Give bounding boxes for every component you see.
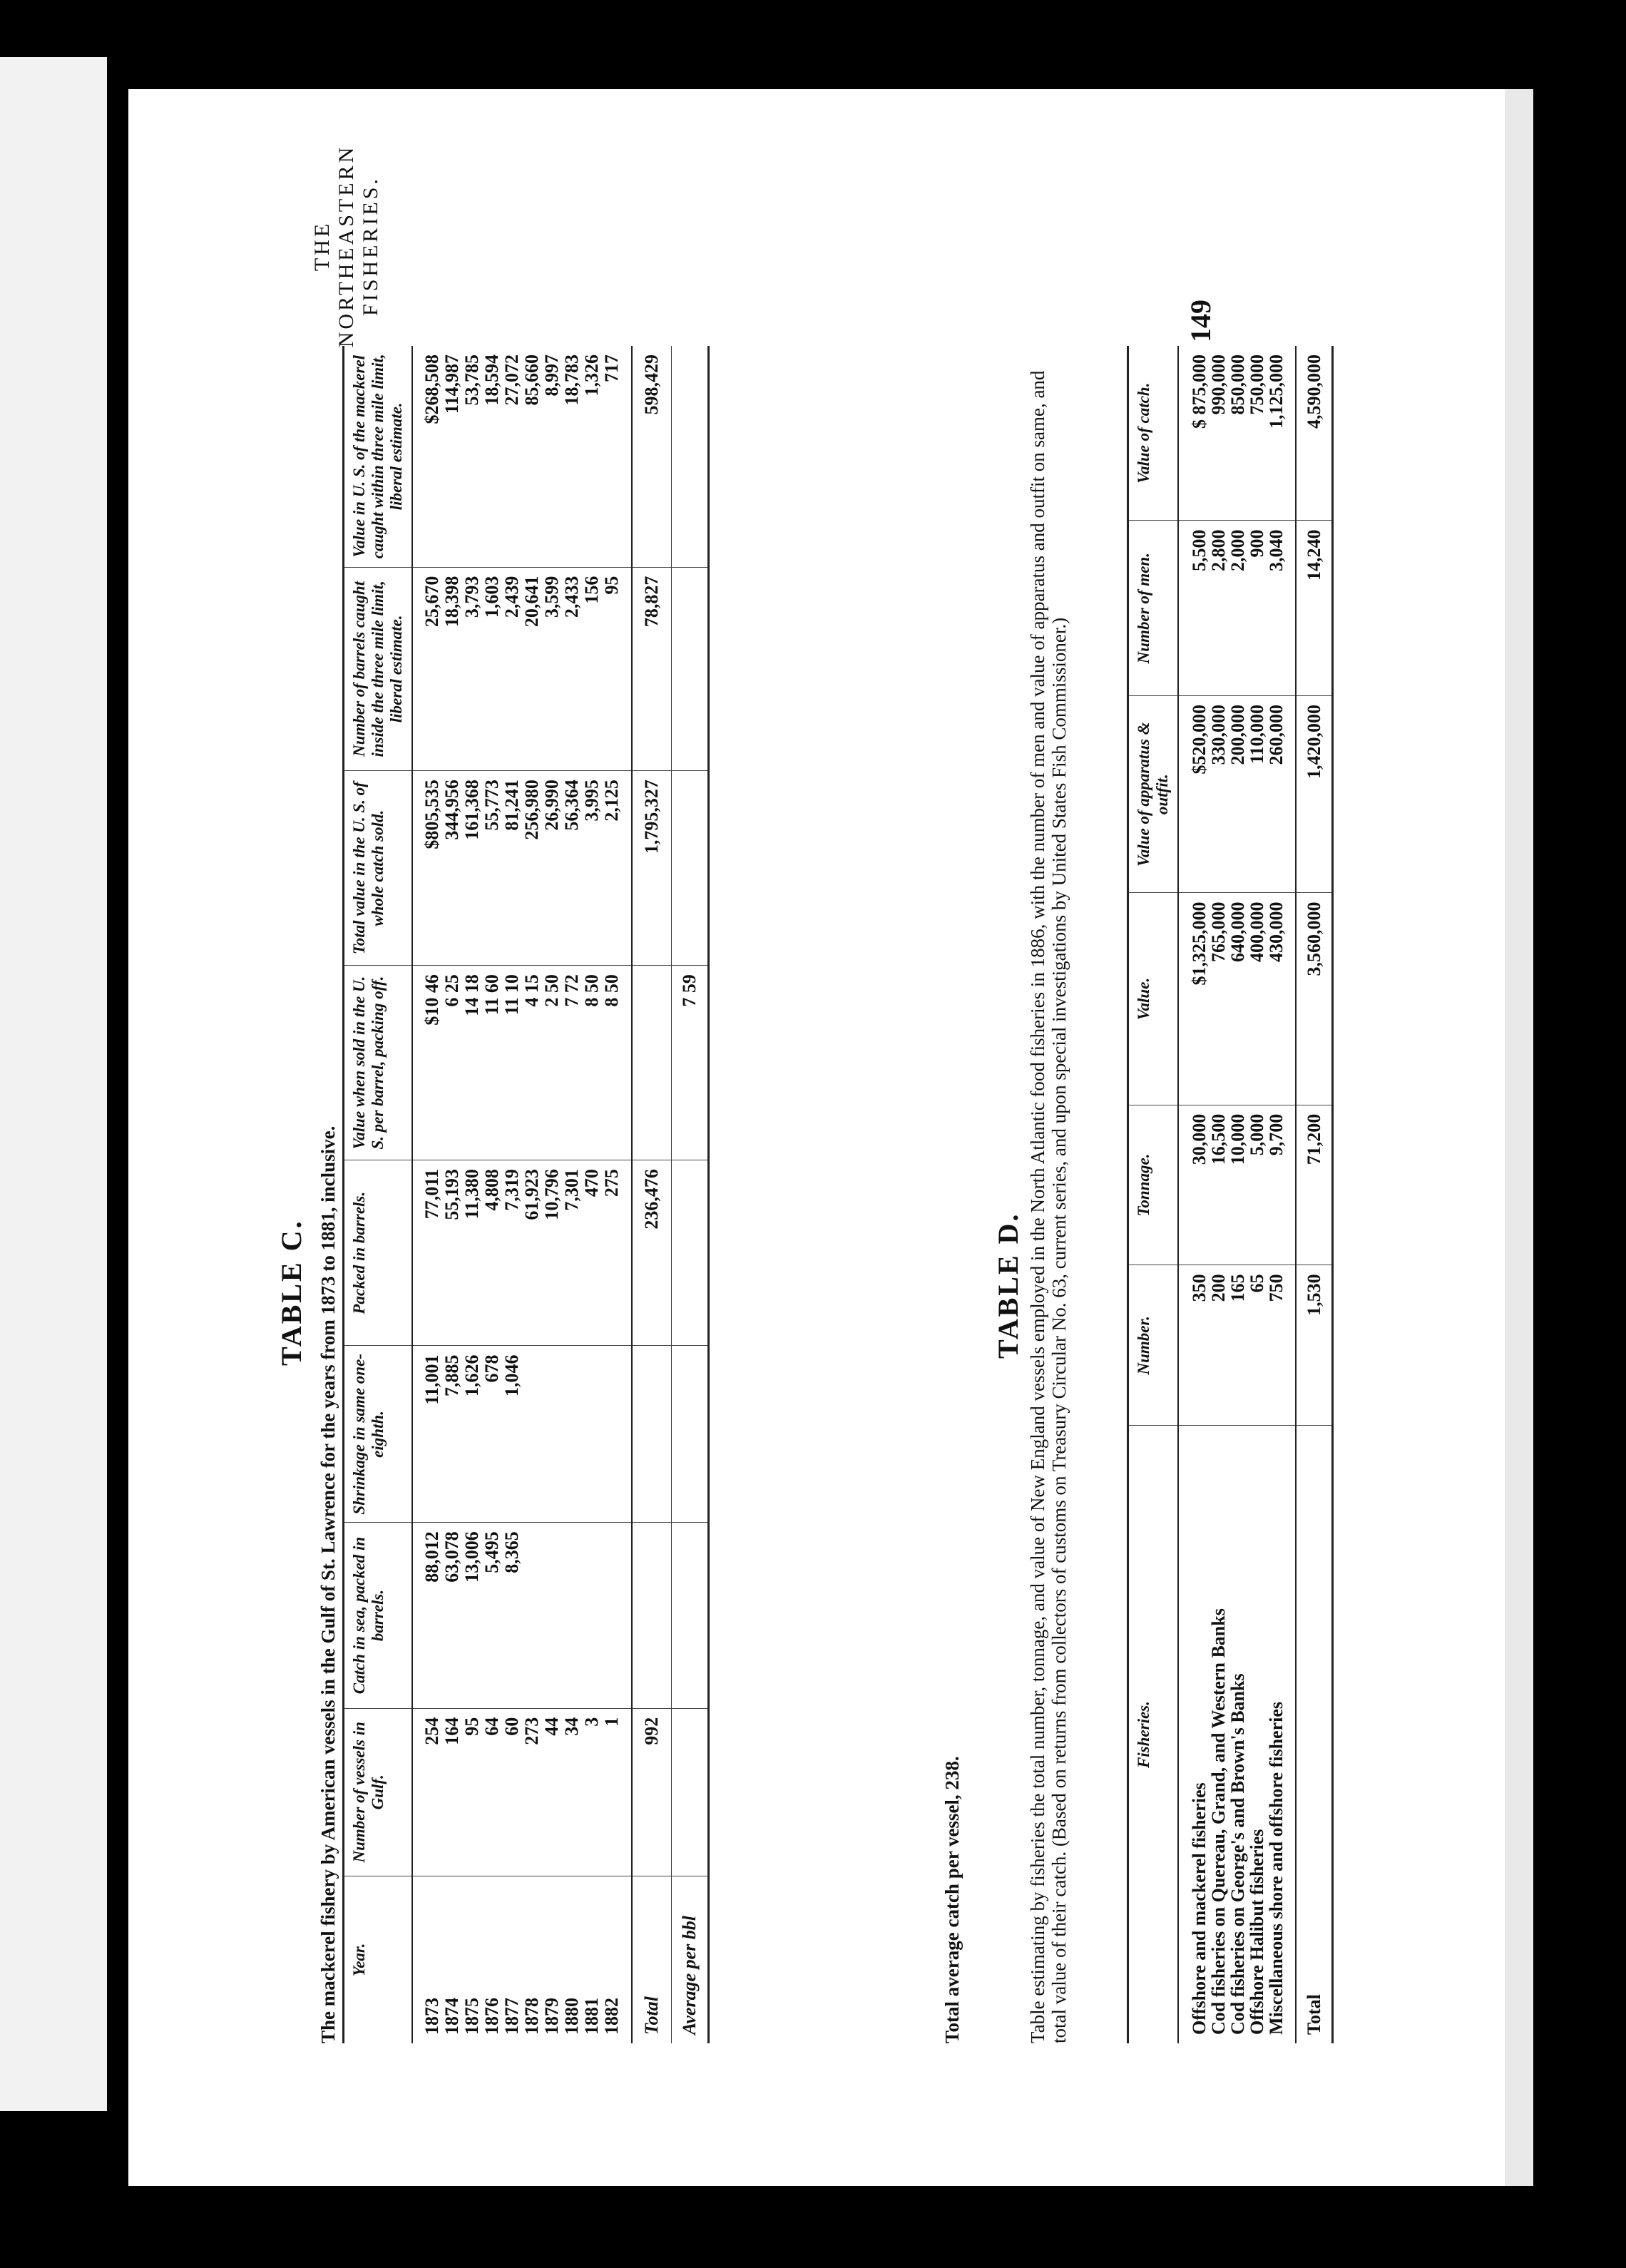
table-cell: 275 [602,1160,632,1346]
table-cell: 13,006 [462,1523,482,1708]
facing-page-edge [0,57,107,2111]
table-cell: 81,241 [502,771,522,966]
table-cell: 3,560,000 [1296,893,1333,1105]
table-row [442,346,462,2043]
table-cell: 5,495 [482,1523,502,1708]
table-cell [632,966,672,1160]
table-cell: 7 72 [562,966,582,1160]
table-cell: 200,000 [1228,695,1247,893]
table-cell [672,1160,709,1346]
table-average-row [672,346,709,2043]
table-cell: 750,000 [1247,346,1267,521]
table-cell: 7,319 [502,1160,522,1346]
table-cell [582,1346,602,1523]
table-row [582,346,602,2043]
table-cell: 10,000 [1228,1105,1247,1265]
table-total-row [1296,346,1333,2043]
table-cell: 18,398 [442,567,462,771]
table-row [502,346,522,2043]
table-cell [672,771,709,966]
table-cell: 161,368 [462,771,482,966]
table-cell: 4,590,000 [1296,346,1333,521]
table-c-header: Year. [344,1876,413,2043]
table-cell: 900 [1247,521,1267,695]
table-cell [562,1346,582,1523]
table-cell: 400,000 [1247,893,1267,1105]
table-cell: 64 [482,1708,502,1876]
table-c-header: Packed in barrels. [344,1160,413,1346]
table-cell: 2 50 [542,966,562,1160]
table-c-header: Catch in sea, packed in barrels. [344,1523,413,1708]
table-cell: 1,603 [482,567,502,771]
table-cell: 61,923 [522,1160,542,1346]
table-c-title: TABLE C. [275,1219,307,1366]
table-cell [562,1523,582,1708]
table-cell: 8,997 [542,346,562,567]
table-cell: 60 [502,1708,522,1876]
table-row [562,346,582,2043]
table-cell: 164 [442,1708,462,1876]
table-c-header: Value in U. S. of the mackerel caught within three mile limit, liberal estimate. [344,346,413,567]
table-cell [522,1346,542,1523]
table-cell: 1,530 [1296,1265,1333,1426]
table-c-header: Shrinkage in same one-eighth. [344,1346,413,1523]
table-cell: 1,125,000 [1267,346,1296,521]
table-d-header: Number of men. [1128,521,1179,695]
table-cell [672,346,709,567]
table-row [412,346,442,2043]
table-cell: 88,012 [412,1523,442,1708]
table-d-header: Number. [1128,1265,1179,1426]
table-cell: 11,380 [462,1160,482,1346]
table-d-caption: Table estimating by fisheries the total number, tonnage, and value of New England vessels employed in the North Atlantic food fisheries in 1886, with the number of men and value of apparatus and outfit on same, and total value of their catch. (Based on returns from collectors of customs on Treasury Circular No. 63, current series, and upon special investigations by United States Fish Commissioner.) [1027,370,1070,2043]
table-cell [632,1523,672,1708]
table-cell: 10,796 [542,1160,562,1346]
table-cell: 765,000 [1209,893,1228,1105]
table-cell: 1,626 [462,1346,482,1523]
table-cell: 1,795,327 [632,771,672,966]
table-c [342,346,710,2043]
table-cell: 1880 [561,1998,582,2035]
table-d-title: TABLE D. [992,1212,1024,1359]
table-cell [582,1523,602,1708]
table-cell: 236,476 [632,1160,672,1346]
table-cell: 2,000 [1228,521,1247,695]
table-cell: Offshore and mackerel fisheries [1189,1782,1210,2035]
table-cell: 55,773 [482,771,502,966]
table-cell: 16,500 [1209,1105,1228,1265]
table-cell: 6 25 [442,966,462,1160]
table-cell [542,1523,562,1708]
table-cell: 1,326 [582,346,602,567]
table-cell: 3,599 [542,567,562,771]
table-cell: 7 59 [672,966,709,1160]
table-cell: 8 50 [582,966,602,1160]
table-cell: $ 875,000 [1178,346,1209,521]
table-cell: 8,365 [502,1523,522,1708]
table-cell: 1873 [421,1998,442,2035]
table-cell: 1881 [581,1998,602,2035]
table-cell: 20,641 [522,567,542,771]
table-c-header: Number of vessels in Gulf. [344,1708,413,1876]
table-row [1209,346,1228,2043]
table-cell [602,1346,632,1523]
table-cell: 8 50 [602,966,632,1160]
table-cell: Offshore Halibut fisheries [1247,1829,1267,2035]
table-cell: 156 [582,567,602,771]
table-cell: 4,808 [482,1160,502,1346]
table-cell: 5,000 [1247,1105,1267,1265]
table-cell: 4 15 [522,966,542,1160]
table-cell: $1,325,000 [1178,893,1209,1105]
table-cell: 3 [582,1708,602,1876]
table-d-header: Tonnage. [1128,1105,1179,1265]
table-cell: $805,535 [412,771,442,966]
table-cell: Cod fisheries on Quereau, Grand, and Western Banks [1208,1608,1229,2035]
table-cell: 717 [602,346,632,567]
table-cell: 1,420,000 [1296,695,1333,893]
table-cell: 34 [562,1708,582,1876]
table-cell: 85,660 [522,346,542,567]
table-cell: 330,000 [1209,695,1228,893]
table-cell: 598,429 [632,346,672,567]
table-cell: 110,000 [1247,695,1267,893]
table-cell: 14 18 [462,966,482,1160]
table-cell: $520,000 [1178,695,1209,893]
table-cell: 95 [602,567,632,771]
table-cell: 1877 [501,1998,522,2035]
table-cell: 3,793 [462,567,482,771]
table-row [602,346,632,2043]
table-cell: 26,990 [542,771,562,966]
table-cell: 44 [542,1708,562,1876]
table-cell: 95 [462,1708,482,1876]
table-cell: 350 [1178,1265,1209,1426]
table-cell: 750 [1267,1265,1296,1426]
table-cell: 254 [412,1708,442,1876]
table-cell: 18,594 [482,346,502,567]
table-row [462,346,482,2043]
table-d-header-row [1128,346,1179,2043]
table-cell: 260,000 [1267,695,1296,893]
table-cell [602,1523,632,1708]
table-cell: Miscellaneous shore and offshore fisheries [1266,1701,1287,2035]
table-cell [672,567,709,771]
table-row [1247,346,1267,2043]
table-cell: 63,078 [442,1523,462,1708]
table-cell: 18,783 [562,346,582,567]
rotated-page-content [128,89,1533,2186]
book-page [128,89,1533,2186]
table-d [1127,346,1334,2043]
table-cell: Average per bbl [672,1876,709,2043]
table-cell: 2,439 [502,567,522,771]
table-cell: 470 [582,1160,602,1346]
table-cell [632,1346,672,1523]
table-cell [522,1523,542,1708]
table-cell: 1875 [461,1998,482,2035]
table-cell: 114,987 [442,346,462,567]
table-cell: 9,700 [1267,1105,1296,1265]
table-cell: 1 [602,1708,632,1876]
table-cell: 30,000 [1178,1105,1209,1265]
table-cell: 678 [482,1346,502,1523]
table-d-header: Value of apparatus & outfit. [1128,695,1179,893]
table-cell: $10 46 [412,966,442,1160]
table-c-caption: The mackerel fishery by American vessels in the Gulf of St. Lawrence for the years from 1873 to 1881, inclusive. [317,1125,339,2043]
table-cell: 1878 [521,1998,542,2035]
table-cell: 850,000 [1228,346,1247,521]
table-cell: 5,500 [1178,521,1209,695]
table-c-header: Number of barrels caught inside the three mile limit, liberal estimate. [344,567,413,771]
table-cell [672,1523,709,1708]
table-cell: 7,885 [442,1346,462,1523]
table-cell: 7,301 [562,1160,582,1346]
table-cell: 1882 [601,1998,622,2035]
page-number: 149 [1185,300,1217,342]
table-cell: 992 [632,1708,672,1876]
table-c-note: Total average catch per vessel, 238. [941,1756,963,2043]
table-c-header: Value when sold in the U. S. per barrel, packing off. [344,966,413,1160]
table-cell: 11,001 [412,1346,442,1523]
table-cell: Cod fisheries on George's and Brown's Banks [1227,1673,1248,2035]
table-c-header-row [344,346,413,2043]
table-cell: 1874 [441,1998,462,2035]
table-d-header: Value. [1128,893,1179,1105]
table-cell: 990,000 [1209,346,1228,521]
table-cell: 55,193 [442,1160,462,1346]
table-cell: 1876 [481,1998,502,2035]
table-row [522,346,542,2043]
table-cell: 53,785 [462,346,482,567]
table-cell: 77,011 [412,1160,442,1346]
table-cell: 2,800 [1209,521,1228,695]
table-cell: 25,670 [412,567,442,771]
table-cell: 430,000 [1267,893,1296,1105]
table-cell: 78,827 [632,567,672,771]
table-cell: 71,200 [1296,1105,1333,1265]
table-cell: Total [632,1876,672,2043]
table-cell [542,1346,562,1523]
table-cell: Total [1296,1426,1333,2043]
table-row [1178,346,1209,2043]
table-cell [672,1708,709,1876]
table-cell: 640,000 [1228,893,1247,1105]
table-cell: 200 [1209,1265,1228,1426]
table-cell: 256,980 [522,771,542,966]
table-cell [672,1346,709,1523]
table-cell: 2,433 [562,567,582,771]
table-d-header: Value of catch. [1128,346,1179,521]
table-c-header: Total value in the U. S. of whole catch sold. [344,771,413,966]
table-cell: 56,364 [562,771,582,966]
table-cell: 65 [1247,1265,1267,1426]
table-total-row [632,346,672,2043]
table-row [482,346,502,2043]
table-cell: 2,125 [602,771,632,966]
table-cell: 1879 [541,1998,562,2035]
table-cell: 344,956 [442,771,462,966]
table-cell: 27,072 [502,346,522,567]
table-cell: 165 [1228,1265,1247,1426]
table-cell: 273 [522,1708,542,1876]
table-cell: 1,046 [502,1346,522,1523]
table-row [542,346,562,2043]
table-d-header: Fisheries. [1128,1426,1179,2043]
table-cell: 11 60 [482,966,502,1160]
table-cell: 14,240 [1296,521,1333,695]
table-cell: 3,040 [1267,521,1296,695]
table-cell: 11 10 [502,966,522,1160]
table-cell: 3,995 [582,771,602,966]
table-row [1267,346,1296,2043]
table-cell: $268,508 [412,346,442,567]
running-head: THE NORTHEASTERN FISHERIES. [310,144,382,348]
table-row [1228,346,1247,2043]
